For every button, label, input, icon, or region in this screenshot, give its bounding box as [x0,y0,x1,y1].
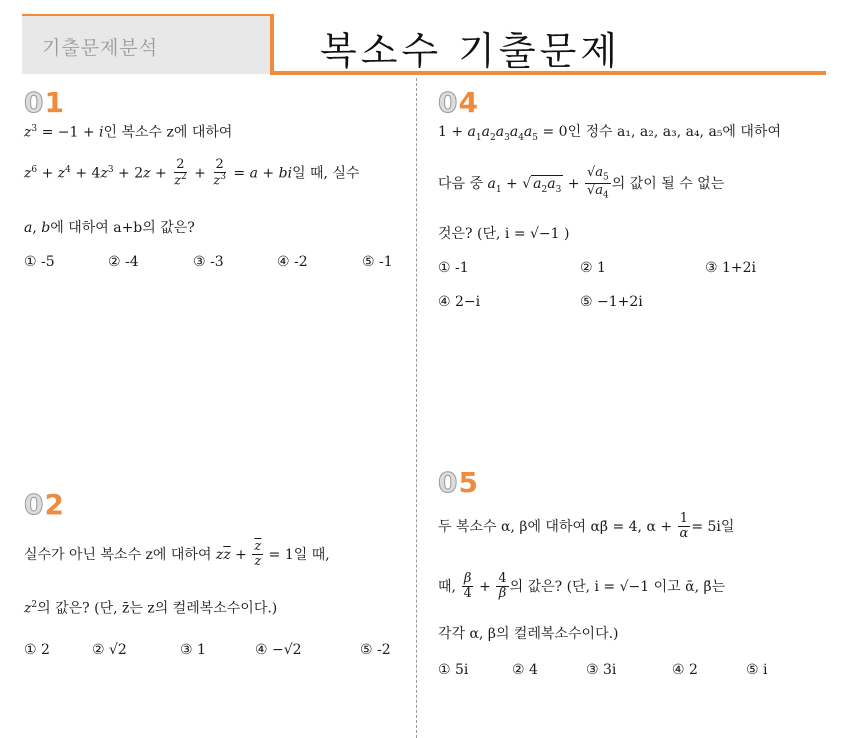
question-number-01: 01 [24,86,65,119]
q4-line-3: 것은? (단, i = √−1 ) [438,226,570,242]
q1-line-3: a, b에 대하여 a+b의 값은? [24,220,195,236]
header-tab-label: 기출문제분석 [42,37,159,59]
q4-option-5[interactable]: ⑤ −1+2i [580,294,643,310]
q4-option-2[interactable]: ② 1 [580,260,606,276]
q5-option-5[interactable]: ⑤ i [746,662,768,678]
q4-option-4[interactable]: ④ 2−i [438,294,481,310]
column-divider [416,78,417,738]
q4-option-3[interactable]: ③ 1+2i [705,260,757,276]
q4-line-1: $1 + a_1a_2a_3a_4a_5 = 0$인 정수 a₁, a₂, a₃, a₄, a₅에 대하여 [438,124,781,143]
q2-line-2: $z^2$의 값은? (단, z̄는 z의 컬레복소수이다.) [24,600,278,617]
q2-option-1[interactable]: ① 2 [24,642,50,658]
q1-line-1: $z^3 = -1 + i$인 복소수 z에 대하여 [24,124,233,141]
q5-line-2: 때, $\frac{\beta}{4}$ + $\frac{4}{\beta}$ 의 값은? (단, i = √−1 이고 ᾱ, β̄는 [438,571,726,602]
q5-option-1[interactable]: ① 5i [438,662,469,678]
q5-option-4[interactable]: ④ 2 [672,662,698,678]
q5-line-1: 두 복소수 α, β에 대하여 αβ̄ = 4, α + $\frac{1}{\alpha}$ = 5i일 [438,511,735,542]
q1-option-1[interactable]: ① -5 [24,254,55,270]
q1-option-2[interactable]: ② -4 [108,254,139,270]
q2-line-1: 실수가 아닌 복소수 z에 대하여 $z\overline{z}$ + $\frac{\overline{z}}{z}$ = 1일 때, [24,539,330,570]
q5-option-3[interactable]: ③ 3i [586,662,617,678]
header-tab-border-side [270,14,274,75]
q1-option-4[interactable]: ④ -2 [277,254,308,270]
q1-line-2: $z^6 + z^4 + 4z^3 + 2z$ + $\frac{2}{z^2}$ + $\frac{2}{z^3}$ = a + bi일 때, 실수 [24,157,360,189]
q4-line-2: 다음 중 $a_1$ + √ $a_2a_3$ + $\frac{√a_5}{√a_4}$ 의 값이 될 수 없는 [438,165,725,202]
question-number-02: 02 [24,488,65,521]
question-number-04: 04 [438,86,479,119]
q2-option-4[interactable]: ④ −√2 [255,642,302,658]
q5-line-3: 각각 α, β의 컬레복소수이다.) [438,626,619,642]
q4-option-1[interactable]: ① -1 [438,260,469,276]
question-number-05: 05 [438,466,479,499]
q1-option-3[interactable]: ③ -3 [193,254,224,270]
page-title: 복소수 기출문제 [320,29,622,73]
q2-option-2[interactable]: ② √2 [92,642,127,658]
header-tab [22,16,272,74]
q5-option-2[interactable]: ② 4 [512,662,538,678]
q1-option-5[interactable]: ⑤ -1 [362,254,393,270]
q2-option-5[interactable]: ⑤ -2 [360,642,391,658]
q2-option-3[interactable]: ③ 1 [180,642,206,658]
